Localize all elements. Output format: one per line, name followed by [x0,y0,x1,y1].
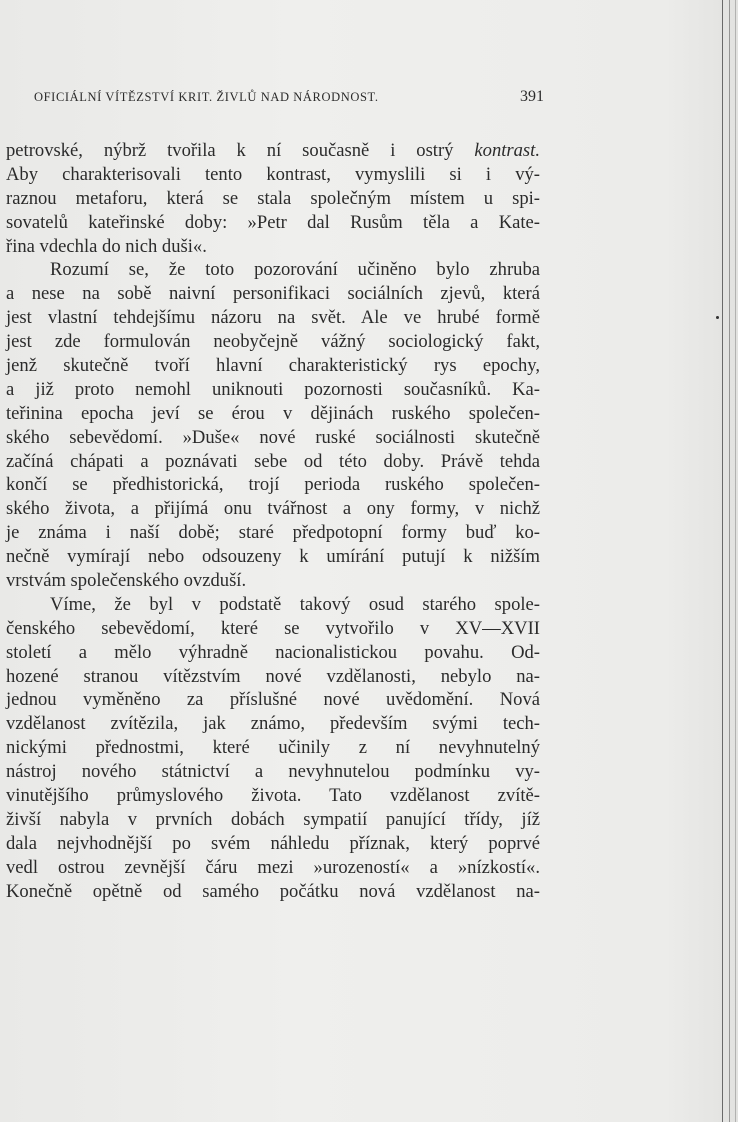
page-number: 391 [520,88,544,105]
text-line: vrstvám společenského ovzduší. [6,570,247,592]
scan-speck [716,316,719,319]
text-line: petrovské, nýbrž tvořila k ní současně i ostrý kontrast. [6,140,540,161]
text-line: hozené stranou vítězstvím nové vzdělanosti, nebylo na- [6,665,540,687]
text-line: a nese na sobě naivní personifikaci sociálních zjevů, která [6,283,540,305]
text-line: jednou vyměněno za příslušné nové uvědomění. Nová [6,689,540,711]
text-line: vedl ostrou zevnější čáru mezi »urozeností« a »nízkostí«. [6,856,540,878]
text-line: je známa i naší době; staré předpotopní formy buď ko- [6,522,540,544]
text-line: sovatelů kateřinské doby: »Petr dal Rusům těla a Kate- [6,211,540,233]
text-line: vinutějšího průmyslového života. Tato vzdělanost zvítě- [6,785,540,807]
text-line: Rozumí se, že toto pozorování učiněno bylo zhruba [50,259,540,281]
text-line: raznou metaforu, která se stala společným místem u spi- [6,187,540,209]
text-line: dala nejvhodnější po svém náhledu příznak, který poprvé [6,832,540,854]
text-line: teřinina epocha jeví se érou v dějinách ruského společen- [6,402,540,424]
text-line: a již proto nemohl uniknouti pozornosti současníků. Ka- [6,378,540,400]
running-title: OFICIÁLNÍ VÍTĚZSTVÍ KRIT. ŽIVLŮ NAD NÁRODNOST. [34,90,379,104]
running-head [34,88,544,110]
page-edge-line [735,0,736,1122]
text-line: ského sebevědomí. »Duše« nové ruské sociálnosti skutečně [6,426,540,448]
body-text [6,139,540,904]
text-line: jest vlastní tehdejšímu názoru na svět. Ale ve hrubé formě [6,307,540,329]
text-line: Aby charakterisovali tento kontrast, vymyslili si i vý- [6,163,540,185]
text-line: Konečně opětně od samého počátku nová vzdělanost na- [6,880,540,902]
text-line: začíná chápati a poznávati sebe od této doby. Právě tehda [6,450,540,472]
text-line: ského života, a přijímá onu tvářnost a ony formy, v nichž [6,498,540,520]
page-edge-line [729,0,730,1122]
text-line: živší nabyla v prvních dobách sympatií panující třídy, jíž [6,808,540,830]
text-line: řina vdechla do nich duši«. [6,235,207,257]
text-line: vzdělanost zvítězila, jak známo, především svými tech- [6,713,540,735]
page-edge-line [722,0,723,1122]
text-line: nickými přednostmi, které učinily z ní nevyhnutelný [6,737,540,759]
text-line: Víme, že byl v podstatě takový osud starého spole- [50,593,540,615]
text-line: čenského sebevědomí, které se vytvořilo v XV—XVII [6,617,540,639]
text-line: jenž skutečně tvoří hlavní charakteristický rys epochy, [6,355,540,377]
text-line: končí se předhistorická, trojí perioda ruského společen- [6,474,540,496]
text-line: nástroj nového státnictví a nevyhnutelou podmínku vy- [6,761,540,783]
text-line: jest zde formulován neobyčejně vážný sociologický fakt, [6,331,540,353]
text-line: století a mělo výhradně nacionalistickou povahu. Od- [6,641,540,663]
text-line: nečně vymírají nebo odsouzeny k umírání putují k nižším [6,546,540,568]
